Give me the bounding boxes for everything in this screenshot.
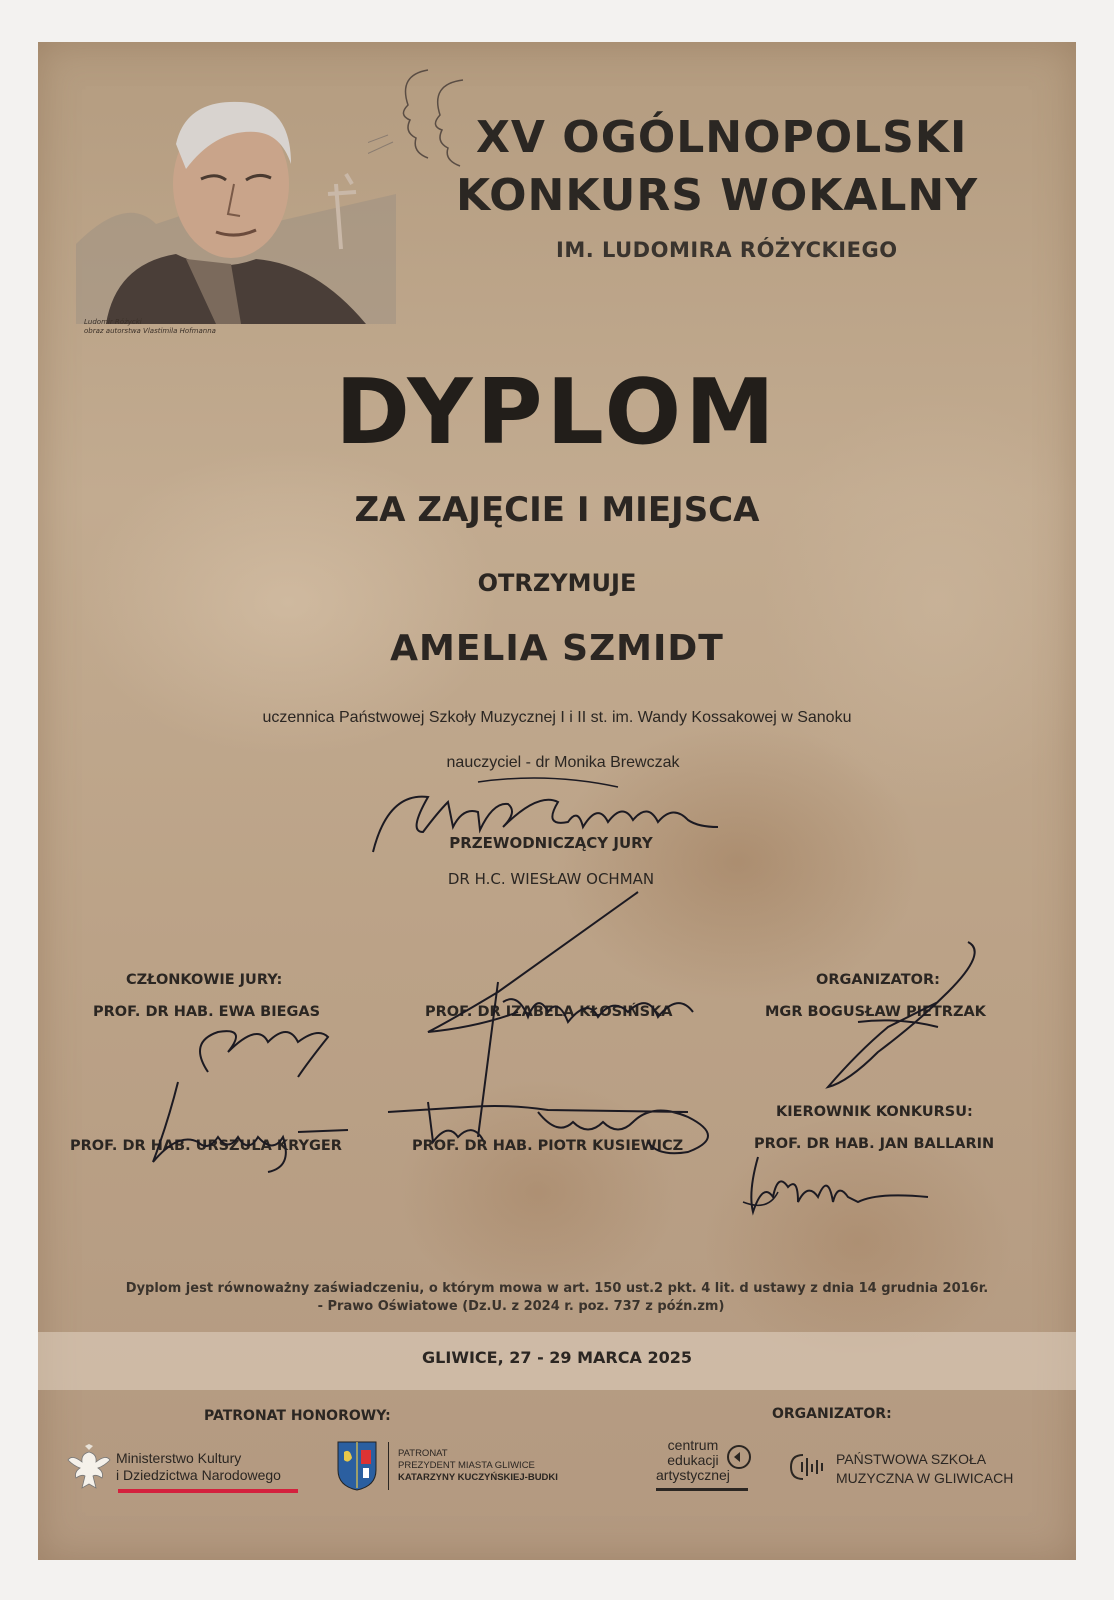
cea-line2: edukacji [667, 1452, 719, 1468]
kryger-signature [148, 1072, 358, 1172]
event-place-date: GLIWICE, 27 - 29 MARCA 2025 [422, 1348, 692, 1367]
biegas-signature [148, 982, 348, 1082]
recipient-name: AMELIA SZMIDT [390, 628, 724, 669]
patron-logo-text [398, 1448, 558, 1484]
pietrzak-signature [818, 932, 998, 1092]
psm-line2: MUZYCZNA W GLIWICACH [836, 1470, 1014, 1486]
cea-line1: centrum [667, 1437, 719, 1453]
cea-underline [656, 1488, 748, 1491]
cea-logo-text [656, 1438, 730, 1483]
diploma-sheet [38, 42, 1076, 1560]
jury-chair-role: PRZEWODNICZĄCY JURY [449, 834, 653, 852]
organizer-label: ORGANIZATOR: [816, 972, 940, 988]
jury-chair-name: DR H.C. WIESŁAW OCHMAN [447, 870, 655, 888]
legal-note-line1: Dyplom jest równoważny zaświadczeniu, o którym mowa w art. 150 ust.2 pkt. 4 lit. d ustawy z dnia 14 grudnia 2016r. [125, 1281, 989, 1296]
patron-divider [388, 1442, 389, 1490]
patronage-label: PATRONAT HONOROWY: [204, 1408, 391, 1424]
award-text: ZA ZAJĘCIE I MIEJSCA [354, 490, 760, 530]
jury-member-klosinska: PROF. DR IZABELA KŁOSIŃSKA [425, 1004, 673, 1020]
ministry-line1: Ministerstwo Kultury [116, 1450, 242, 1466]
portrait-caption-line2: obraz autorstwa Vlastimila Hofmanna [84, 327, 216, 335]
psm-line1: PAŃSTWOWA SZKOŁA [836, 1451, 987, 1467]
school-text: uczennica Państwowej Szkoły Muzycznej I i II st. im. Wandy Kossakowej w Sanoku [262, 709, 852, 726]
legal-note-line2: - Prawo Oświatowe (Dz.U. z 2024 r. poz. 737 z późn.zm) [317, 1299, 725, 1314]
portrait-caption [84, 318, 216, 336]
jury-member-kusiewicz: PROF. DR HAB. PIOTR KUSIEWICZ [412, 1138, 684, 1154]
cea-logo-icon [726, 1444, 752, 1470]
jury-member-biegas: PROF. DR HAB. EWA BIEGAS [93, 1004, 321, 1020]
jury-member-kryger: PROF. DR HAB. URSZULA KRYGER [70, 1138, 342, 1154]
ministry-logo-text [116, 1450, 281, 1484]
director-label: KIEROWNIK KONKURSU: [776, 1104, 973, 1120]
portrait-image [66, 74, 406, 324]
director-name: PROF. DR HAB. JAN BALLARIN [754, 1136, 995, 1152]
polish-eagle-icon [66, 1444, 112, 1496]
cea-line3: artystycznej [656, 1467, 730, 1483]
teacher-text: nauczyciel - dr Monika Brewczak [446, 754, 680, 771]
patron-line3: KATARZYNY KUCZYŃSKIEJ-BUDKI [398, 1472, 558, 1483]
gliwice-crest-icon [336, 1440, 378, 1492]
footer-organizer-label: ORGANIZATOR: [772, 1406, 892, 1422]
ballarin-signature [738, 1152, 938, 1232]
diploma-heading: DYPLOM [335, 360, 779, 465]
kusiewicz-signature [388, 1092, 728, 1172]
contest-title-line1: XV OGÓLNOPOLSKI [476, 112, 968, 163]
receives-text: OTRZYMUJE [477, 569, 637, 597]
contest-title-line2: KONKURS WOKALNY [456, 170, 979, 221]
portrait-caption-line1: Ludomir Różycki [84, 318, 142, 326]
psm-logo-text [836, 1450, 1013, 1488]
organizer-name: MGR BOGUSŁAW PIETRZAK [765, 1004, 986, 1020]
psm-logo-icon [788, 1452, 828, 1482]
patron-line1: PATRONAT [398, 1448, 448, 1459]
ministry-line2: i Dziedzictwa Narodowego [116, 1467, 281, 1483]
patron-line2: PREZYDENT MIASTA GLIWICE [398, 1460, 535, 1471]
ministry-flag-bar [118, 1489, 298, 1493]
contest-subtitle: IM. LUDOMIRA RÓŻYCKIEGO [556, 238, 898, 262]
jury-members-label: CZŁONKOWIE JURY: [126, 972, 283, 988]
